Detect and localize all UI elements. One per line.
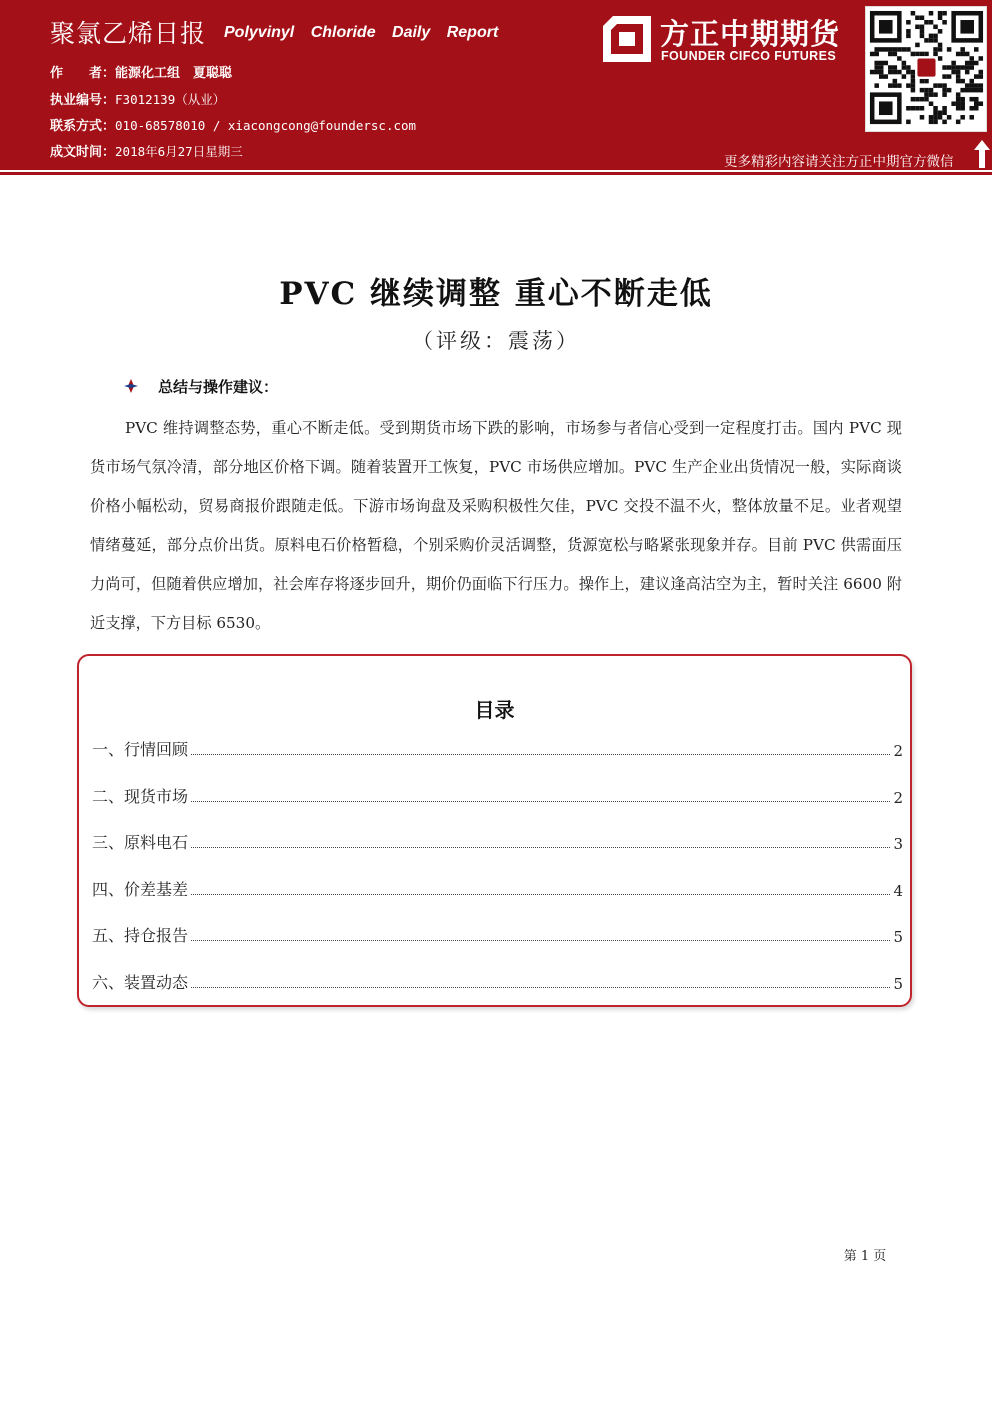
toc-leader: [191, 847, 890, 848]
founder-logo-icon: [603, 16, 651, 62]
author-key: 作 者：: [50, 66, 116, 81]
author-value: 能源化工组 夏聪聪: [115, 66, 233, 81]
report-title-en: Polyvinyl Chloride Daily Report: [224, 24, 499, 41]
date-key: 成文时间：: [50, 145, 116, 160]
toc-leader: [191, 940, 890, 941]
toc-leader: [191, 754, 890, 755]
toc-item-label: 一、行情回顾: [92, 740, 189, 759]
contact-key: 联系方式：: [50, 119, 116, 134]
toc-item-label: 六、装置动态: [92, 973, 189, 992]
summary-paragraph: PVC 维持调整态势，重心不断走低。受到期货市场下跌的影响，市场参与者信心受到一定程度打击。国内 PVC 现货市场气氛冷清，部分地区价格下调。随着装置开工恢复，PVC 市场供应增加。PVC 生产企业出货情况一般，实际商谈价格小幅松动，贸易商报价跟随走低。下游市场询盘及采购积极性欠佳，PVC 交投不温不火，整体放量不足。业者观望情绪蔓延，部分点价出货。原料电石价格暂稳，个别采购价灵活调整，货源宽松与略紧张现象并存。目前 PVC 供需面压力尚可，但随着供应增加，社会库存将逐步回升，期价仍面临下行压力。操作上，建议逢高沽空为主，暂时关注 6600 附近支撑，下方目标 6530。: [90, 419, 902, 632]
date-value: 2018年6月27日星期三: [115, 144, 243, 159]
report-title-cn: 聚氯乙烯日报: [50, 19, 207, 48]
toc-item-page: 5: [893, 928, 903, 946]
report-header: [0, 0, 992, 184]
toc-item-page: 5: [893, 975, 903, 993]
page-title: PVC 继续调整 重心不断走低: [279, 276, 713, 312]
license-key: 执业编号：: [50, 93, 116, 108]
section-heading-text: 总结与操作建议：: [158, 378, 279, 396]
table-of-contents: [77, 654, 912, 1007]
license-value: F3012139（从业）: [115, 92, 226, 107]
header-divider: [0, 172, 992, 175]
toc-item[interactable]: [92, 736, 903, 760]
toc-item-label: 四、价差基差: [92, 880, 189, 899]
arrow-up-icon: [974, 140, 990, 168]
toc-item[interactable]: [92, 783, 903, 807]
toc-item[interactable]: [92, 829, 903, 853]
date-line: [50, 141, 243, 160]
toc-item-label: 五、持仓报告: [92, 926, 189, 945]
logo-text-en: FOUNDER CIFCO FUTURES: [661, 49, 837, 63]
toc-item[interactable]: [92, 969, 903, 993]
section-heading: [124, 376, 278, 397]
author-line: [50, 62, 232, 81]
page-number: 第 1 页: [843, 1249, 887, 1264]
toc-leader: [191, 987, 890, 988]
toc-item[interactable]: [92, 922, 903, 946]
toc-item-page: 3: [893, 835, 903, 853]
toc-leader: [191, 801, 890, 802]
toc-item-label: 二、现货市场: [92, 787, 189, 806]
toc-item-label: 三、原料电石: [92, 833, 189, 852]
license-line: [50, 89, 225, 108]
contact-line: [50, 115, 416, 134]
rating-label: （评级：震荡）: [412, 329, 580, 353]
toc-leader: [191, 894, 890, 895]
logo-text-cn: 方正中期期货: [660, 17, 841, 51]
toc-item-page: 4: [893, 882, 903, 900]
qr-code-icon: [865, 6, 987, 132]
diamond-bullet-icon: [124, 379, 138, 393]
toc-item-page: 2: [893, 789, 903, 807]
toc-item[interactable]: [92, 876, 903, 900]
toc-title: 目录: [474, 698, 515, 722]
contact-value: 010-68578010 / xiacongcong@foundersc.com: [115, 118, 417, 133]
follow-wechat-text: 更多精彩内容请关注方正中期官方微信: [724, 154, 954, 170]
toc-item-page: 2: [893, 742, 903, 760]
